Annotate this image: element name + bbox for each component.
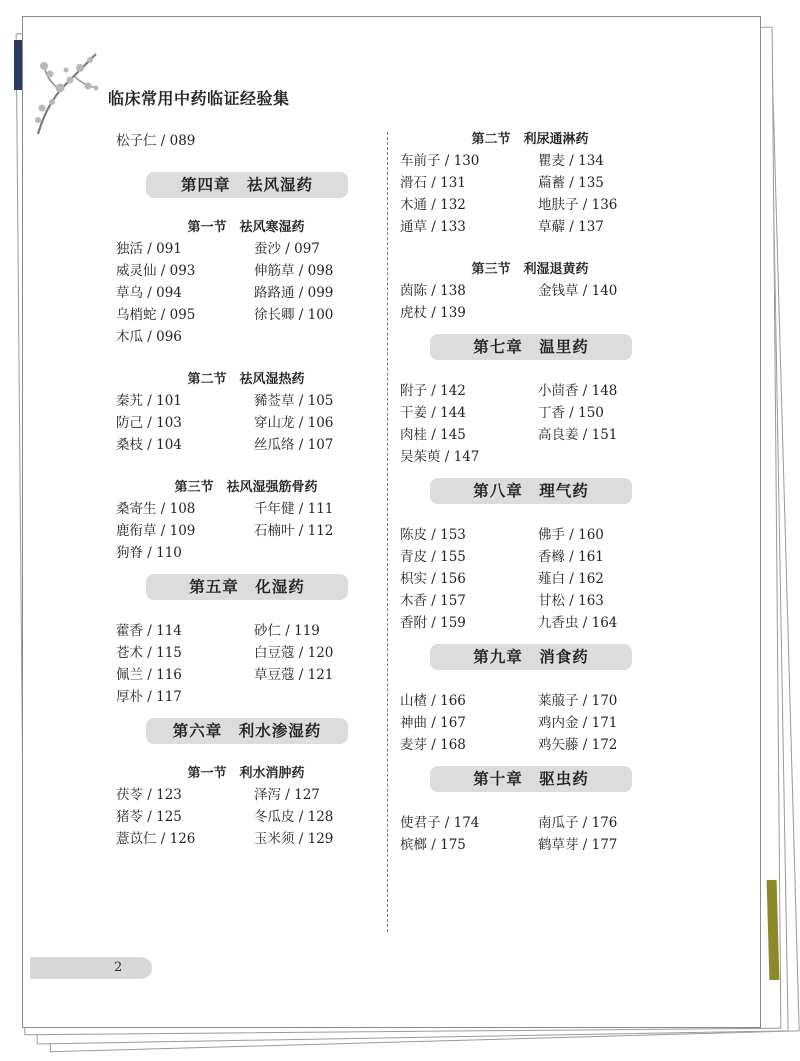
page-number-tab bbox=[30, 957, 152, 979]
section-heading: 第三节 利湿退黄药 bbox=[471, 262, 589, 277]
list-item: 石楠叶 / 112 bbox=[254, 523, 334, 539]
column-divider bbox=[387, 132, 388, 932]
list-item: 白豆蔻 / 120 bbox=[254, 645, 334, 661]
list-item: 松子仁 / 089 bbox=[116, 133, 196, 149]
list-item: 藿香 / 114 bbox=[116, 623, 182, 639]
entry-list bbox=[400, 150, 640, 238]
list-item: 九香虫 / 164 bbox=[538, 615, 618, 631]
list-item: 鸡矢藤 / 172 bbox=[538, 737, 618, 753]
list-item: 佛手 / 160 bbox=[538, 527, 604, 543]
page-number: 2 bbox=[114, 960, 123, 975]
list-item: 独活 / 091 bbox=[116, 241, 182, 257]
list-item: 薏苡仁 / 126 bbox=[116, 831, 196, 847]
chapter-heading: 第八章 理气药 bbox=[430, 478, 632, 504]
list-item: 滑石 / 131 bbox=[400, 175, 466, 191]
list-item: 瞿麦 / 134 bbox=[538, 153, 604, 169]
section-heading: 第一节 祛风寒湿药 bbox=[187, 220, 305, 235]
chapter-heading: 第九章 消食药 bbox=[430, 644, 632, 670]
list-item: 鸡内金 / 171 bbox=[538, 715, 618, 731]
list-item: 通草 / 133 bbox=[400, 219, 466, 235]
list-item: 香附 / 159 bbox=[400, 615, 466, 631]
entry-list bbox=[116, 238, 356, 348]
list-item: 薤白 / 162 bbox=[538, 571, 604, 587]
list-item: 厚朴 / 117 bbox=[116, 689, 182, 705]
list-item: 玉米须 / 129 bbox=[254, 831, 334, 847]
list-item: 小茴香 / 148 bbox=[538, 383, 618, 399]
list-item: 茵陈 / 138 bbox=[400, 283, 466, 299]
list-item: 莱菔子 / 170 bbox=[538, 693, 618, 709]
list-item: 青皮 / 155 bbox=[400, 549, 466, 565]
list-item: 山楂 / 166 bbox=[400, 693, 466, 709]
entry-list bbox=[400, 812, 640, 856]
list-item: 苍术 / 115 bbox=[116, 645, 182, 661]
chapter-heading: 第四章 祛风湿药 bbox=[146, 172, 348, 198]
list-item: 虎杖 / 139 bbox=[400, 305, 466, 321]
list-item: 狗脊 / 110 bbox=[116, 545, 182, 561]
list-item: 干姜 / 144 bbox=[400, 405, 466, 421]
list-item: 伸筋草 / 098 bbox=[254, 263, 334, 279]
entry-list bbox=[116, 620, 356, 708]
list-item: 秦艽 / 101 bbox=[116, 393, 182, 409]
list-item: 萹蓄 / 135 bbox=[538, 175, 604, 191]
book-title: 临床常用中药临证经验集 bbox=[108, 89, 290, 108]
list-item: 穿山龙 / 106 bbox=[254, 415, 334, 431]
left-column bbox=[116, 130, 356, 850]
entry-list bbox=[116, 498, 356, 564]
list-item: 麦芽 / 168 bbox=[400, 737, 466, 753]
list-item: 附子 / 142 bbox=[400, 383, 466, 399]
list-item: 威灵仙 / 093 bbox=[116, 263, 196, 279]
entry-list bbox=[116, 390, 356, 456]
list-item: 徐长卿 / 100 bbox=[254, 307, 334, 323]
list-item: 草豆蔻 / 121 bbox=[254, 667, 334, 683]
list-item: 陈皮 / 153 bbox=[400, 527, 466, 543]
list-item: 佩兰 / 116 bbox=[116, 667, 182, 683]
list-item: 丝瓜络 / 107 bbox=[254, 437, 334, 453]
list-item: 千年健 / 111 bbox=[254, 501, 334, 517]
list-item: 鹿衔草 / 109 bbox=[116, 523, 196, 539]
list-item: 草薢 / 137 bbox=[538, 219, 604, 235]
list-item: 地肤子 / 136 bbox=[538, 197, 618, 213]
list-item: 猪苓 / 125 bbox=[116, 809, 182, 825]
book-cover-edge bbox=[14, 40, 22, 90]
entry-list bbox=[400, 524, 640, 634]
chapter-heading: 第十章 驱虫药 bbox=[430, 766, 632, 792]
section-heading: 第二节 利尿通淋药 bbox=[471, 132, 589, 147]
list-item: 木香 / 157 bbox=[400, 593, 466, 609]
chapter-heading: 第六章 利水渗湿药 bbox=[146, 718, 348, 744]
list-item: 草乌 / 094 bbox=[116, 285, 182, 301]
list-item: 甘松 / 163 bbox=[538, 593, 604, 609]
list-item: 鹤草芽 / 177 bbox=[538, 837, 618, 853]
list-item: 木通 / 132 bbox=[400, 197, 466, 213]
list-item: 路路通 / 099 bbox=[254, 285, 334, 301]
list-item: 丁香 / 150 bbox=[538, 405, 604, 421]
entry-list bbox=[116, 784, 356, 850]
section-heading: 第二节 祛风湿热药 bbox=[187, 372, 305, 387]
list-item: 肉桂 / 145 bbox=[400, 427, 466, 443]
list-item: 冬瓜皮 / 128 bbox=[254, 809, 334, 825]
entry-list bbox=[400, 380, 640, 468]
section-heading: 第三节 祛风湿强筋骨药 bbox=[174, 480, 318, 495]
list-item: 枳实 / 156 bbox=[400, 571, 466, 587]
list-item: 防己 / 103 bbox=[116, 415, 182, 431]
section-heading: 第一节 利水消肿药 bbox=[187, 766, 305, 781]
list-item: 金钱草 / 140 bbox=[538, 283, 618, 299]
chapter-heading: 第七章 温里药 bbox=[430, 334, 632, 360]
list-item: 车前子 / 130 bbox=[400, 153, 480, 169]
entry-list bbox=[400, 280, 640, 324]
list-item: 香橼 / 161 bbox=[538, 549, 604, 565]
list-item: 茯苓 / 123 bbox=[116, 787, 182, 803]
list-item: 吴茱萸 / 147 bbox=[400, 449, 480, 465]
list-item: 神曲 / 167 bbox=[400, 715, 466, 731]
list-item: 砂仁 / 119 bbox=[254, 623, 320, 639]
plum-blossom-illustration bbox=[30, 48, 100, 138]
list-item: 桑寄生 / 108 bbox=[116, 501, 196, 517]
list-item: 乌梢蛇 / 095 bbox=[116, 307, 196, 323]
list-item: 豨莶草 / 105 bbox=[254, 393, 334, 409]
chapter-heading: 第五章 化湿药 bbox=[146, 574, 348, 600]
list-item: 高良姜 / 151 bbox=[538, 427, 618, 443]
list-item: 使君子 / 174 bbox=[400, 815, 480, 831]
entry-list bbox=[400, 690, 640, 756]
right-column bbox=[400, 130, 640, 856]
list-item: 泽泻 / 127 bbox=[254, 787, 320, 803]
list-item: 桑枝 / 104 bbox=[116, 437, 182, 453]
list-item: 木瓜 / 096 bbox=[116, 329, 182, 345]
list-item: 蚕沙 / 097 bbox=[254, 241, 320, 257]
list-item: 南瓜子 / 176 bbox=[538, 815, 618, 831]
list-item: 槟榔 / 175 bbox=[400, 837, 466, 853]
